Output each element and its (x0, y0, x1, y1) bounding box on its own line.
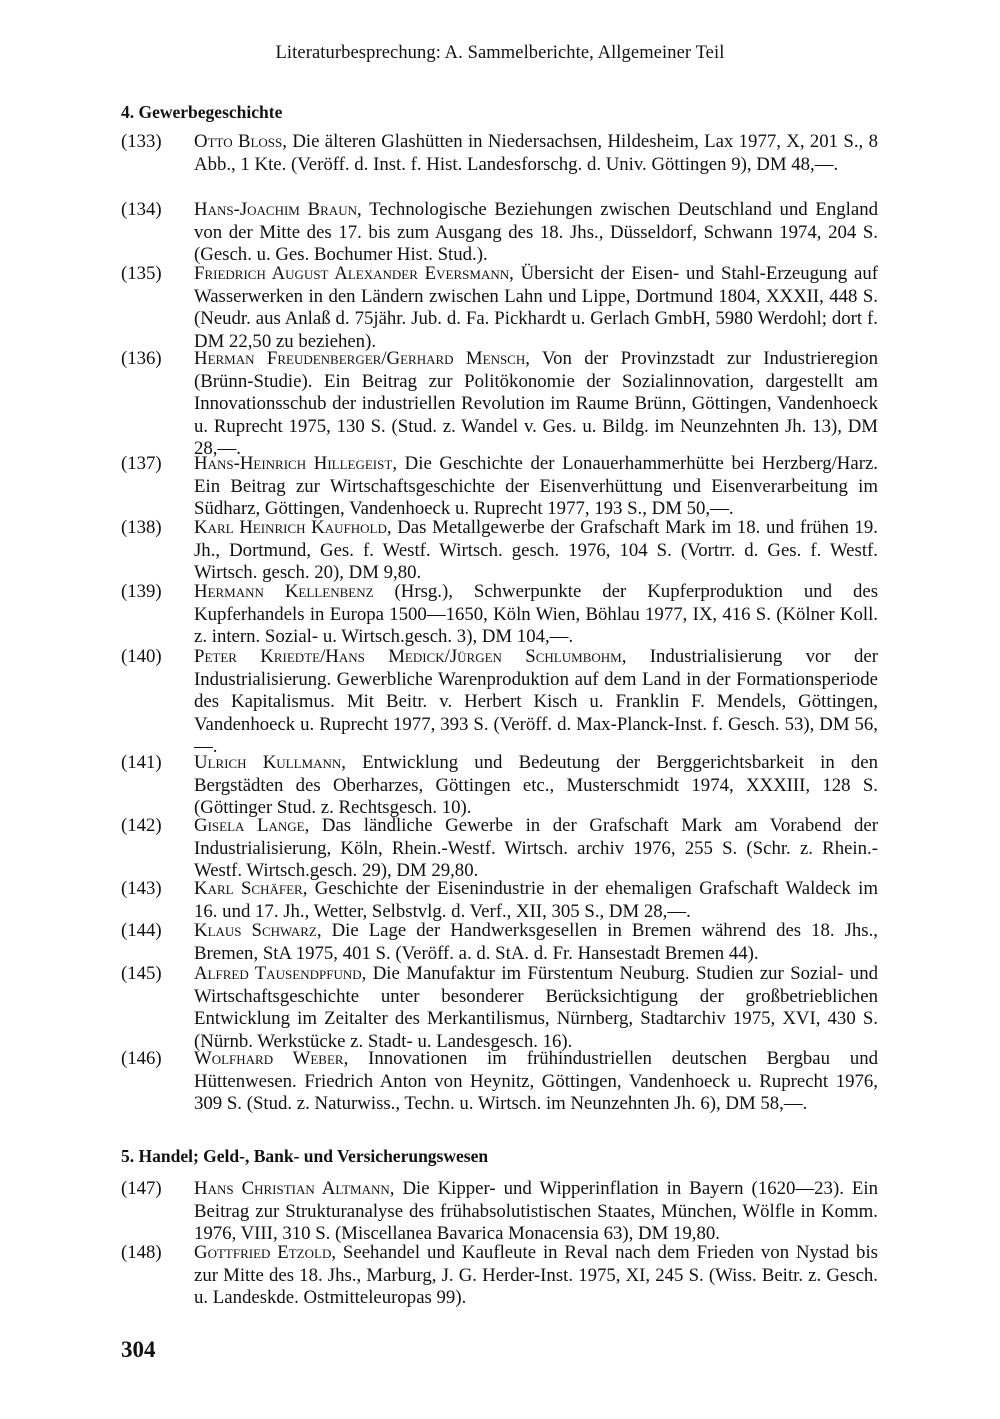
entry-number: (142) (121, 815, 162, 836)
bibliography-entry-147 (121, 1178, 878, 1246)
entry-text: , Die Kipper- und Wipperinflation in Bayern (1620—23). Ein Beitrag zur Strukturanalyse des frühabsolutistischen Staates, München, Wölfle in Komm. 1976, VIII, 310 S. (Miscellanea Bavarica Monacensia 63), DM 19,80. (194, 1178, 878, 1244)
entry-body (194, 199, 878, 267)
entry-author: Gottfried Etzold (194, 1242, 332, 1263)
entry-text: , Entwicklung und Bedeutung der Berggerichtsbarkeit in den Bergstädten des Oberharzes, Göttingen etc., Musterschmidt 1974, XXXIII, 128 S. (Göttinger Stud. z. Rechtsgesch. 10). (194, 752, 878, 818)
entry-author: Karl Heinrich Kaufhold (194, 517, 387, 538)
entry-text: , Die Geschichte der Lonauerhammerhütte bei Herzberg/Harz. Ein Beitrag zur Wirtschaftsgeschichte der Eisenverhüttung und Eisenverarbeitung im Südharz, Göttingen, Vandenhoeck u. Ruprecht 1977, 193 S., DM 50,—. (194, 453, 878, 519)
bibliography-entry-140 (121, 646, 878, 759)
entry-author: Klaus Schwarz (194, 920, 317, 941)
entry-author: Herman Freudenberger/Gerhard Mensch (194, 348, 526, 369)
entry-author: Hans-Joachim Braun (194, 199, 357, 220)
entry-number: (143) (121, 878, 162, 899)
entry-number: (146) (121, 1048, 162, 1069)
entry-number: (137) (121, 453, 162, 474)
entry-text: , Seehandel und Kaufleute in Reval nach dem Frieden von Nystad bis zur Mitte des 18. Jhs., Marburg, J. G. Herder-Inst. 1975, XI, 245 S. (Wiss. Beitr. z. Gesch. u. Landeskde. Ostmitteleuropas 99). (194, 1242, 878, 1308)
entry-text: , Die älteren Glashütten in Niedersachsen, Hildesheim, Lax 1977, X, 201 S., 8 Abb., 1 Kte. (Veröff. d. Inst. f. Hist. Landesforschg. d. Univ. Göttingen 9), DM 48,—. (194, 131, 878, 175)
entry-text: , Die Lage der Handwerksgesellen in Bremen während des 18. Jhs., Bremen, StA 1975, 401 S. (Veröff. a. d. StA. d. Fr. Hansestadt Bremen 44). (194, 920, 878, 964)
entry-body (194, 1048, 878, 1116)
bibliography-entry-139 (121, 581, 878, 649)
bibliography-entry-143 (121, 878, 878, 923)
entry-body (194, 1178, 878, 1246)
bibliography-entry-141 (121, 752, 878, 820)
entry-text: , Übersicht der Eisen- und Stahl-Erzeugung auf Wasserwerken in den Ländern zwischen Lahn und Lippe, Dortmund 1804, XXXII, 448 S. (Neudr. aus Anlaß d. 75jähr. Jub. d. Fa. Pickhardt u. Gerlach GmbH, 5980 Werdohl; dort f. DM 22,50 zu beziehen). (194, 263, 879, 352)
bibliography-entry-145 (121, 963, 878, 1053)
entry-body (194, 963, 878, 1053)
bibliography-entry-148 (121, 1242, 878, 1310)
entry-number: (138) (121, 517, 162, 538)
entry-number: (135) (121, 263, 162, 284)
entry-author: Alfred Tausendpfund (194, 963, 362, 984)
entry-body (194, 581, 878, 649)
entry-author: Ulrich Kullmann (194, 752, 342, 773)
entry-body (194, 263, 878, 353)
entry-author: Hans-Heinrich Hillegeist (194, 453, 393, 474)
entry-number: (136) (121, 348, 162, 369)
entry-author: Friedrich August Alexander Eversmann (194, 263, 510, 284)
entry-author: Wolfhard Weber (194, 1048, 344, 1069)
entry-body (194, 752, 878, 820)
bibliography-entry-138 (121, 517, 878, 585)
entry-number: (148) (121, 1242, 162, 1263)
entry-body (194, 1242, 878, 1310)
entry-body (194, 920, 878, 965)
entry-text: , Industrialisierung vor der Industrialisierung. Gewerbliche Warenproduktion auf dem Land in der Formationsperiode des Kapitalismus. Mit Beitr. v. Herbert Kisch u. Franklin F. Mendels, Göttingen, Vandenhoeck u. Ruprecht 1977, 393 S. (Veröff. d. Max-Planck-Inst. f. Gesch. 53), DM 56,—. (194, 646, 878, 757)
entry-text: , Das ländliche Gewerbe in der Grafschaft Mark am Vorabend der Industrialisierung, Köln, Rhein.-Westf. Wirtsch. archiv 1976, 255 S. (Schr. z. Rhein.-Westf. Wirtsch.gesch. 29), DM 29,80. (194, 815, 878, 881)
bibliography-entry-142 (121, 815, 878, 883)
section-heading-handel: 5. Handel; Geld-, Bank- und Versicherungswesen (121, 1146, 489, 1166)
bibliography-entry-133 (121, 131, 878, 176)
entry-author: Hermann Kellenbenz (194, 581, 374, 602)
entry-author: Gisela Lange (194, 815, 305, 836)
entry-text: , Innovationen im frühindustriellen deutschen Bergbau und Hüttenwesen. Friedrich Anton von Heynitz, Göttingen, Vandenhoeck u. Ruprecht 1976, 309 S. (Stud. z. Naturwiss., Techn. u. Wirtsch. im Neunzehnten Jh. 6), DM 58,—. (194, 1048, 878, 1114)
entry-author: Otto Bloss (194, 131, 283, 152)
entry-number: (133) (121, 131, 162, 152)
running-head: Literaturbesprechung: A. Sammelberichte, Allgemeiner Teil (275, 43, 725, 63)
entry-number: (145) (121, 963, 162, 984)
entry-body (194, 453, 878, 521)
entry-text: , Das Metallgewerbe der Grafschaft Mark im 18. und frühen 19. Jh., Dortmund, Ges. f. Westf. Wirtsch. gesch. 1976, 104 S. (Vortrr. d. Ges. f. Westf. Wirtsch. gesch. 20), DM 9,80. (194, 517, 878, 583)
entry-body (194, 517, 878, 585)
entry-number: (147) (121, 1178, 162, 1199)
entry-number: (134) (121, 199, 162, 220)
entry-body (194, 646, 878, 759)
entry-text: , Von der Provinzstadt zur Industrieregion (Brünn-Studie). Ein Beitrag zur Politökonomie der Sozialinnovation, dargestellt am Innovationsschub der industriellen Revolution im Raume Brünn, Göttingen, Vandenhoeck u. Ruprecht 1975, 130 S. (Stud. z. Wandel v. Ges. u. Bildg. im Neunzehnten Jh. 13), DM 28,—. (194, 348, 878, 459)
bibliography-entry-144 (121, 920, 878, 965)
entry-text: (Hrsg.), Schwerpunkte der Kupferproduktion und des Kupferhandels in Europa 1500—1650, Köln Wien, Böhlau 1977, IX, 416 S. (Kölner Koll. z. intern. Sozial- u. Wirtsch.gesch. 3), DM 104,—. (194, 581, 878, 647)
entry-text: , Die Manufaktur im Fürstentum Neuburg. Studien zur Sozial- und Wirtschaftsgeschichte unter besonderer Berücksichtigung der großbetrieblichen Entwicklung im Zeitalter des Merkantilismus, Nürnberg, Stadtarchiv 1975, XVI, 430 S. (Nürnb. Werkstücke z. Stadt- u. Landesgesch. 16). (194, 963, 878, 1052)
bibliography-entry-134 (121, 199, 878, 267)
entry-body (194, 348, 878, 461)
entry-number: (139) (121, 581, 162, 602)
bibliography-entry-146 (121, 1048, 878, 1116)
entry-number: (144) (121, 920, 162, 941)
entry-text: , Geschichte der Eisenindustrie in der ehemaligen Grafschaft Waldeck im 16. und 17. Jh., Wetter, Selbstvlg. d. Verf., XII, 305 S., DM 28,—. (194, 878, 878, 922)
entry-author: Peter Kriedte/Hans Medick/Jürgen Schlumbohm (194, 646, 622, 667)
entry-number: (140) (121, 646, 162, 667)
page-number: 304 (121, 1337, 156, 1362)
entry-body (194, 815, 878, 883)
entry-number: (141) (121, 752, 162, 773)
bibliography-entry-137 (121, 453, 878, 521)
entry-body (194, 131, 878, 176)
entry-body (194, 878, 878, 923)
section-heading-gewerbegeschichte: 4. Gewerbegeschichte (121, 102, 283, 122)
bibliography-entry-135 (121, 263, 878, 353)
entry-text: , Technologische Beziehungen zwischen Deutschland und England von der Mitte des 17. bis zum Ausgang des 18. Jhs., Düsseldorf, Schwann 1974, 204 S. (Gesch. u. Ges. Bochumer Hist. Stud.). (194, 199, 879, 265)
entry-author: Hans Christian Altmann (194, 1178, 390, 1199)
entry-author: Karl Schäfer (194, 878, 303, 899)
bibliography-entry-136 (121, 348, 878, 461)
